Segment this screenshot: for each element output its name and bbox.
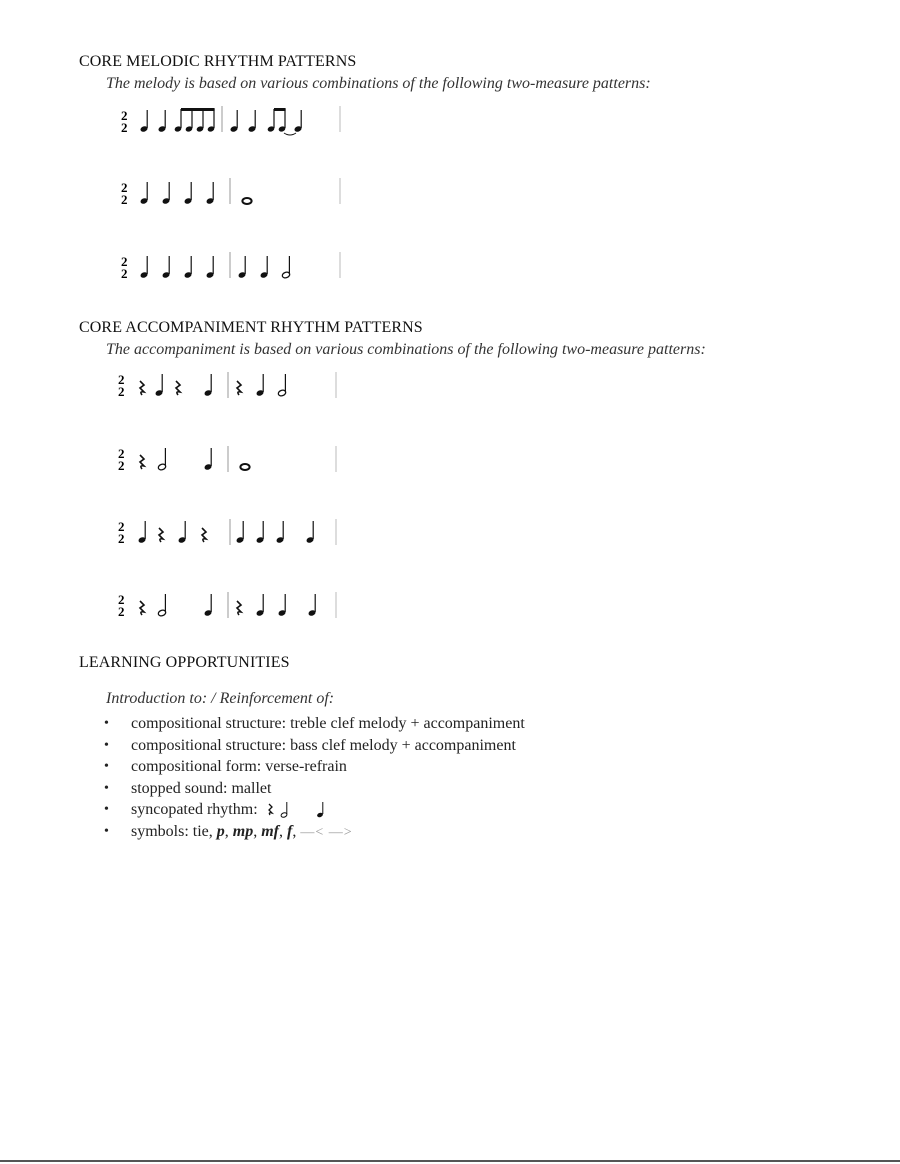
page-border bbox=[0, 1160, 900, 1162]
quarter-note-icon bbox=[204, 374, 213, 397]
accompaniment-pattern-2 bbox=[112, 442, 352, 486]
list-item: • symbols: tie, p, mp, mf, f, —< —> bbox=[104, 821, 525, 844]
accompaniment-pattern-4 bbox=[112, 588, 352, 632]
half-note-icon bbox=[158, 448, 167, 471]
time-sig-top: 2 bbox=[118, 592, 125, 607]
dynamic-mp: mp bbox=[232, 822, 254, 840]
quarter-rest-icon bbox=[202, 528, 206, 542]
eighth-note-beam-icon bbox=[267, 108, 286, 133]
quarter-note-icon bbox=[256, 521, 265, 544]
learning-intro: Introduction to: / Reinforcement of: bbox=[106, 690, 335, 707]
time-sig-bottom: 2 bbox=[118, 604, 125, 619]
quarter-note-icon bbox=[206, 182, 215, 205]
time-sig-top: 2 bbox=[121, 108, 128, 123]
list-item-text: compositional structure: treble clef melody + accompaniment bbox=[131, 715, 525, 732]
accompaniment-pattern-3 bbox=[112, 515, 352, 559]
time-sig-bottom: 2 bbox=[118, 458, 125, 473]
melodic-pattern-1 bbox=[112, 100, 352, 144]
quarter-note-icon bbox=[162, 256, 171, 279]
quarter-note-icon bbox=[204, 594, 213, 617]
time-sig-top: 2 bbox=[118, 446, 125, 461]
whole-note-icon bbox=[240, 464, 249, 470]
dynamic-p: p bbox=[216, 822, 225, 840]
quarter-note-icon bbox=[138, 521, 147, 544]
time-sig-top: 2 bbox=[121, 180, 128, 195]
quarter-note-icon bbox=[306, 521, 315, 544]
rhythm-notation bbox=[112, 368, 352, 412]
list-item-text: syncopated rhythm: bbox=[131, 801, 258, 818]
quarter-rest-icon bbox=[140, 381, 144, 395]
quarter-note-icon bbox=[140, 256, 149, 279]
quarter-rest-icon bbox=[159, 528, 163, 542]
time-sig-bottom: 2 bbox=[118, 531, 125, 546]
time-sig-top: 2 bbox=[118, 372, 125, 387]
quarter-note-icon bbox=[256, 374, 265, 397]
quarter-note-icon bbox=[206, 256, 215, 279]
quarter-rest-icon bbox=[237, 381, 241, 395]
melodic-pattern-3 bbox=[112, 246, 352, 290]
quarter-note-icon bbox=[140, 182, 149, 205]
list-item bbox=[104, 735, 525, 757]
quarter-note-icon bbox=[204, 448, 213, 471]
list-item-text: symbols: tie, bbox=[131, 822, 213, 840]
rhythm-notation bbox=[112, 172, 352, 216]
whole-note-icon bbox=[242, 198, 251, 204]
list-item bbox=[104, 799, 525, 821]
bullet-icon: • bbox=[104, 823, 109, 839]
learning-list bbox=[104, 713, 525, 843]
bullet-icon: • bbox=[104, 802, 109, 817]
tie-icon bbox=[284, 133, 296, 135]
rhythm-notation bbox=[112, 442, 352, 486]
bullet-icon: • bbox=[104, 759, 109, 774]
dynamic-f: f bbox=[287, 822, 293, 840]
accompaniment-pattern-1 bbox=[112, 368, 352, 412]
eighth-note-beam-icon bbox=[174, 108, 215, 133]
quarter-note-icon bbox=[278, 594, 287, 617]
quarter-note-icon bbox=[140, 110, 149, 133]
half-note-icon bbox=[278, 374, 287, 397]
dynamic-mf: mf bbox=[261, 822, 280, 840]
rhythm-notation bbox=[112, 246, 352, 290]
quarter-note-icon bbox=[238, 256, 247, 279]
quarter-note-icon bbox=[184, 182, 193, 205]
time-sig-bottom: 2 bbox=[121, 192, 128, 207]
quarter-note-icon bbox=[158, 110, 167, 133]
time-sig-top: 2 bbox=[121, 254, 128, 269]
time-sig-bottom: 2 bbox=[118, 384, 125, 399]
hairpin-icon: —< —> bbox=[300, 824, 353, 840]
quarter-note-icon bbox=[276, 521, 285, 544]
accompaniment-heading: CORE ACCOMPANIMENT RHYTHM PATTERNS bbox=[79, 319, 423, 336]
quarter-rest-icon bbox=[140, 455, 144, 469]
half-note-icon bbox=[158, 594, 167, 617]
learning-heading: LEARNING OPPORTUNITIES bbox=[79, 654, 290, 671]
quarter-note-icon bbox=[294, 110, 303, 133]
list-item bbox=[104, 756, 525, 778]
quarter-note-icon bbox=[256, 594, 265, 617]
accompaniment-intro: The accompaniment is based on various combinations of the following two-measure patterns: bbox=[106, 341, 706, 358]
quarter-note-icon bbox=[248, 110, 257, 133]
list-item-text: compositional structure: bass clef melody + accompaniment bbox=[131, 736, 516, 754]
rhythm-notation bbox=[112, 588, 352, 632]
melodic-intro: The melody is based on various combinations of the following two-measure patterns: bbox=[106, 75, 651, 92]
melodic-heading: CORE MELODIC RHYTHM PATTERNS bbox=[79, 53, 357, 70]
quarter-note-icon bbox=[308, 594, 317, 617]
quarter-note-icon bbox=[155, 374, 164, 397]
time-sig-bottom: 2 bbox=[121, 266, 128, 281]
list-item bbox=[104, 778, 525, 800]
quarter-note-icon bbox=[230, 110, 239, 133]
half-note-icon bbox=[282, 256, 291, 279]
list-item bbox=[104, 713, 525, 735]
time-sig-bottom: 2 bbox=[121, 120, 128, 135]
list-item-text: stopped sound: mallet bbox=[131, 779, 272, 797]
bullet-icon: • bbox=[104, 780, 109, 796]
bullet-icon: • bbox=[104, 737, 109, 753]
list-item-text: compositional form: verse-refrain bbox=[131, 758, 347, 775]
quarter-note-icon bbox=[178, 521, 187, 544]
quarter-note-icon bbox=[162, 182, 171, 205]
quarter-rest-icon bbox=[140, 601, 144, 615]
rhythm-notation bbox=[112, 100, 352, 144]
quarter-rest-icon bbox=[176, 381, 180, 395]
bullet-icon: • bbox=[104, 716, 109, 731]
melodic-pattern-2 bbox=[112, 172, 352, 216]
time-sig-top: 2 bbox=[118, 519, 125, 534]
syncopated-rhythm-icon bbox=[262, 801, 332, 819]
quarter-note-icon bbox=[236, 521, 245, 544]
quarter-note-icon bbox=[184, 256, 193, 279]
quarter-rest-icon bbox=[237, 601, 241, 615]
rhythm-notation bbox=[112, 515, 352, 559]
quarter-note-icon bbox=[260, 256, 269, 279]
